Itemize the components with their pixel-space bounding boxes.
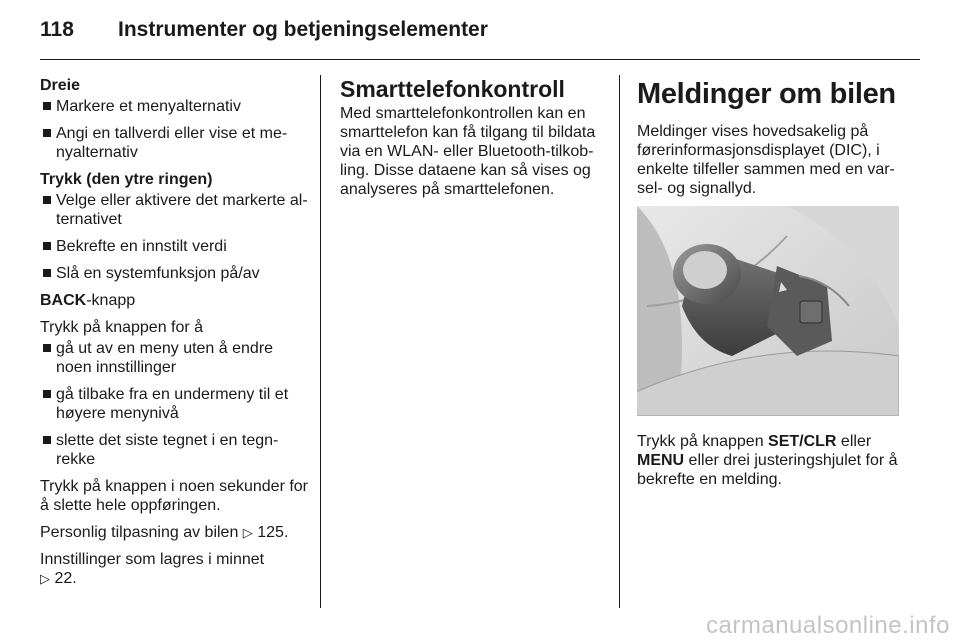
bullet-icon <box>43 242 51 250</box>
column-left <box>40 76 308 596</box>
page-header <box>40 18 920 48</box>
personal-ref: Personlig tilpasning av bilen ▷ 125. <box>40 524 289 541</box>
column-divider-1 <box>320 75 321 608</box>
column-middle <box>340 76 602 207</box>
set-clr-label: SET/CLR <box>768 433 837 450</box>
header-rule <box>40 59 920 60</box>
press-button-list <box>40 339 308 469</box>
press-button-text: Trykk på knappen for å <box>40 319 204 336</box>
bullet-icon <box>43 129 51 137</box>
bullet-icon <box>43 436 51 444</box>
list-item: slette det siste tegnet i en tegn-rekke <box>40 431 308 469</box>
section-heading-smartphone: Smarttelefonkontroll <box>340 76 565 102</box>
watermark: carmanualsonline.info <box>706 612 950 639</box>
messages-instruction: Trykk på knappen SET/CLR eller MENU eller drei justeringshjulet for å bekrefte en melding. <box>637 433 898 488</box>
list-item: Velge eller aktivere det markerte al-ternativet <box>40 191 308 229</box>
back-button-label: BACK-knapp <box>40 292 136 309</box>
messages-intro: Meldinger vises hovedsakelig på førerinformasjonsdisplayet (DIC), i enkelte tilfeller sammen med en var-sel- og signallyd. <box>637 123 895 197</box>
bullet-icon <box>43 196 51 204</box>
column-divider-2 <box>619 75 620 608</box>
bullet-icon <box>43 102 51 110</box>
page-title: Instrumenter og betjeningselementer <box>118 18 488 41</box>
section-heading-messages: Meldinger om bilen <box>637 78 896 110</box>
arrow-ref-icon: ▷ <box>242 525 253 540</box>
list-item: gå tilbake fra en undermeny til et høyere menynivå <box>40 385 308 423</box>
column-right <box>637 76 907 497</box>
rotate-list <box>40 97 308 162</box>
list-item: gå ut av en meny uten å endre noen innstillinger <box>40 339 308 377</box>
arrow-ref-icon: ▷ <box>40 571 50 586</box>
rotate-label: Dreie <box>40 77 81 94</box>
press-ring-list <box>40 191 308 283</box>
press-ring-label: Trykk (den ytre ringen) <box>40 171 213 188</box>
page-number: 118 <box>40 18 74 41</box>
steering-stalk-image <box>637 206 899 416</box>
bullet-icon <box>43 269 51 277</box>
list-item: Slå en systemfunksjon på/av <box>40 264 308 283</box>
saved-ref: Innstillinger som lagres i minnet ▷ 22. <box>40 551 265 587</box>
list-item: Markere et menyalternativ <box>40 97 308 116</box>
bullet-icon <box>43 344 51 352</box>
list-item: Angi en tallverdi eller vise et me-nyalternativ <box>40 124 308 162</box>
steering-stalk-illustration <box>637 206 899 416</box>
hold-text: Trykk på knappen i noen sekunder for å slette hele oppføringen. <box>40 478 309 514</box>
list-item: Bekrefte en innstilt verdi <box>40 237 308 256</box>
smartphone-body: Med smarttelefonkontrollen kan en smarttelefon kan få tilgang til bildata via en WLAN- eller Bluetooth-tilkob-ling. Disse dataene kan så vises og analyseres på smarttelefonen. <box>340 105 596 198</box>
menu-label: MENU <box>637 452 685 469</box>
bullet-icon <box>43 390 51 398</box>
